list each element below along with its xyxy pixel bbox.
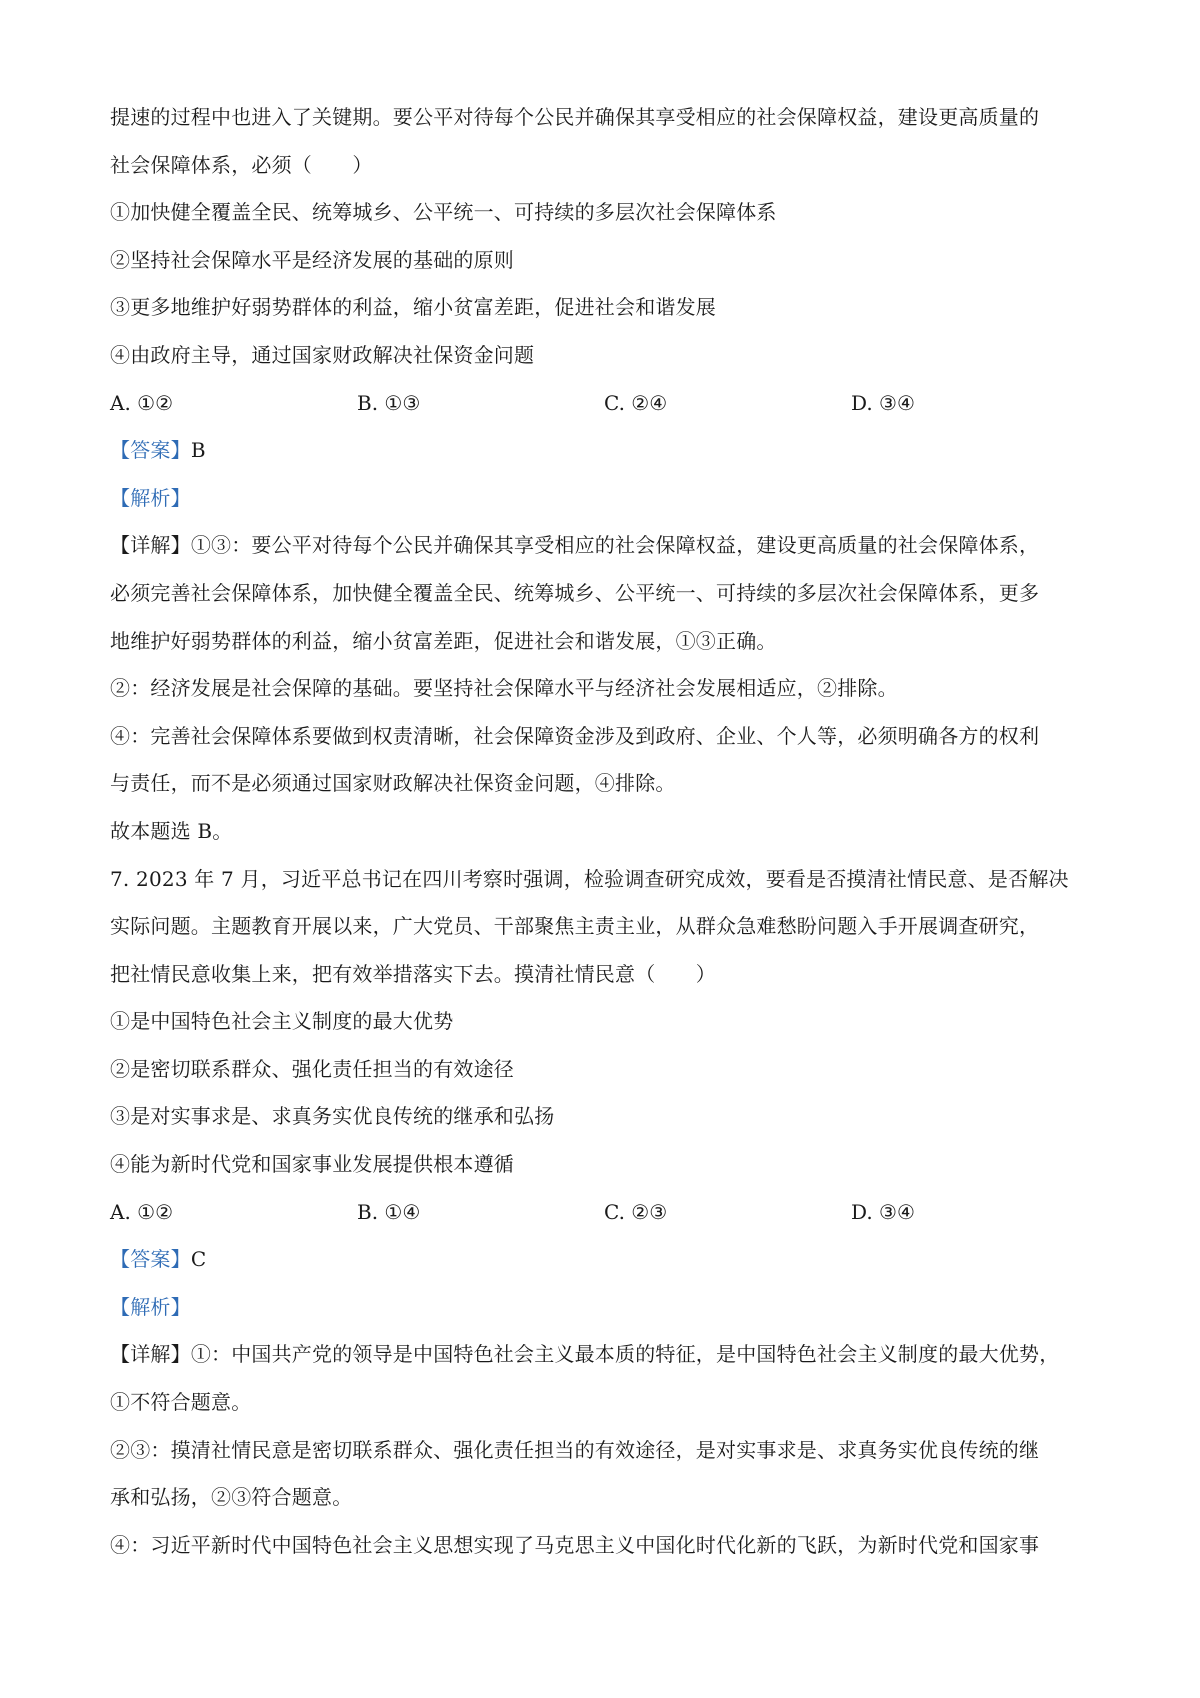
q6-detail-label: 【详解】 [110,533,191,558]
q6-detail-line-4: ②：经济发展是社会保障的基础。要坚持社会保障水平与经济社会发展相适应，②排除。 [110,676,898,701]
q6-detail-line-1 [110,522,1100,570]
q6-analysis-label: 【解析】 [110,485,191,510]
q6-item-3: ③更多地维护好弱势群体的利益，缩小贫富差距，促进社会和谐发展 [110,295,716,320]
q7-detail-label: 【详解】 [110,1342,191,1367]
q6-detail-line-3: 地维护好弱势群体的利益，缩小贫富差距，促进社会和谐发展，①③正确。 [110,628,777,653]
q6-detail-line-6: 与责任，而不是必须通过国家财政解决社保资金问题，④排除。 [110,771,676,796]
q7-answer [110,1236,1100,1284]
q6-conclusion: 故本题选 B。 [110,818,233,843]
q7-detail-line-1 [110,1331,1100,1379]
q7-item-4: ④能为新时代党和国家事业发展提供根本遵循 [110,1152,514,1177]
q7-item-2: ②是密切联系群众、强化责任担当的有效途径 [110,1056,514,1081]
q6-analysis-heading [110,475,1100,523]
q6-option-b: B. ①③ [357,390,421,415]
q7-item-1: ①是中国特色社会主义制度的最大优势 [110,1009,454,1034]
q6-item-4: ④由政府主导，通过国家财政解决社保资金问题 [110,342,535,367]
q6-answer [110,427,1100,475]
q6-detail-line-5: ④：完善社会保障体系要做到权责清晰，社会保障资金涉及到政府、企业、个人等，必须明确各方的权利 [110,723,1040,748]
q7-stem-line-3: 把社情民意收集上来，把有效举措落实下去。摸清社情民意（ ） [110,961,716,986]
q6-stem-line-1: 提速的过程中也进入了关键期。要公平对待每个公民并确保其享受相应的社会保障权益，建设更高质量的 [110,105,1040,129]
q7-stem-line-2: 实际问题。主题教育开展以来，广大党员、干部聚焦主责主业，从群众急难愁盼问题入手开展调查研究， [110,914,1040,939]
q7-answer-label: 【答案】 [110,1247,191,1272]
q7-detail-line-5: ④：习近平新时代中国特色社会主义思想实现了马克思主义中国化时代化新的飞跃，为新时代党和国家事 [110,1532,1040,1557]
q6-answer-value: B [190,438,206,463]
q6-option-a: A. ①② [110,390,174,415]
q7-detail-line-3: ②③：摸清社情民意是密切联系群众、强化责任担当的有效途径，是对实事求是、求真务实优良传统的继 [110,1437,1040,1462]
q7-analysis-label: 【解析】 [110,1294,191,1319]
q6-detail-line-2: 必须完善社会保障体系，加快健全覆盖全民、统筹城乡、公平统一、可持续的多层次社会保障体系，更多 [110,580,1040,605]
q7-detail-line-4: 承和弘扬，②③符合题意。 [110,1485,353,1510]
q7-option-a: A. ①② [110,1199,174,1224]
exam-page [110,94,1100,1569]
q6-answer-label: 【答案】 [110,438,191,463]
q7-option-c: C. ②③ [604,1199,668,1224]
q6-option-c: C. ②④ [604,390,668,415]
q7-option-d: D. ③④ [851,1199,915,1224]
q7-analysis-heading [110,1284,1100,1332]
q7-detail-line-2: ①不符合题意。 [110,1390,252,1415]
q6-stem-line-2: 社会保障体系，必须（ ） [110,152,373,177]
q7-stem-line-1: 7. 2023 年 7 月，习近平总书记在四川考察时强调，检验调查研究成效，要看是否摸清社情民意、是否解决 [110,866,1069,891]
q6-options [110,380,1100,428]
q6-option-d: D. ③④ [851,390,915,415]
q7-option-b: B. ①④ [357,1199,421,1224]
q6-item-1: ①加快健全覆盖全民、统筹城乡、公平统一、可持续的多层次社会保障体系 [110,200,777,225]
q7-item-3: ③是对实事求是、求真务实优良传统的继承和弘扬 [110,1104,555,1129]
q6-detail-text-1: ①③：要公平对待每个公民并确保其享受相应的社会保障权益，建设更高质量的社会保障体系， [190,533,1040,558]
q7-detail-text-1: ①：中国共产党的领导是中国特色社会主义最本质的特征，是中国特色社会主义制度的最大优势， [190,1342,1060,1367]
q6-item-2: ②坚持社会保障水平是经济发展的基础的原则 [110,247,514,272]
q7-answer-value: C [190,1247,207,1272]
q7-options [110,1189,1100,1237]
